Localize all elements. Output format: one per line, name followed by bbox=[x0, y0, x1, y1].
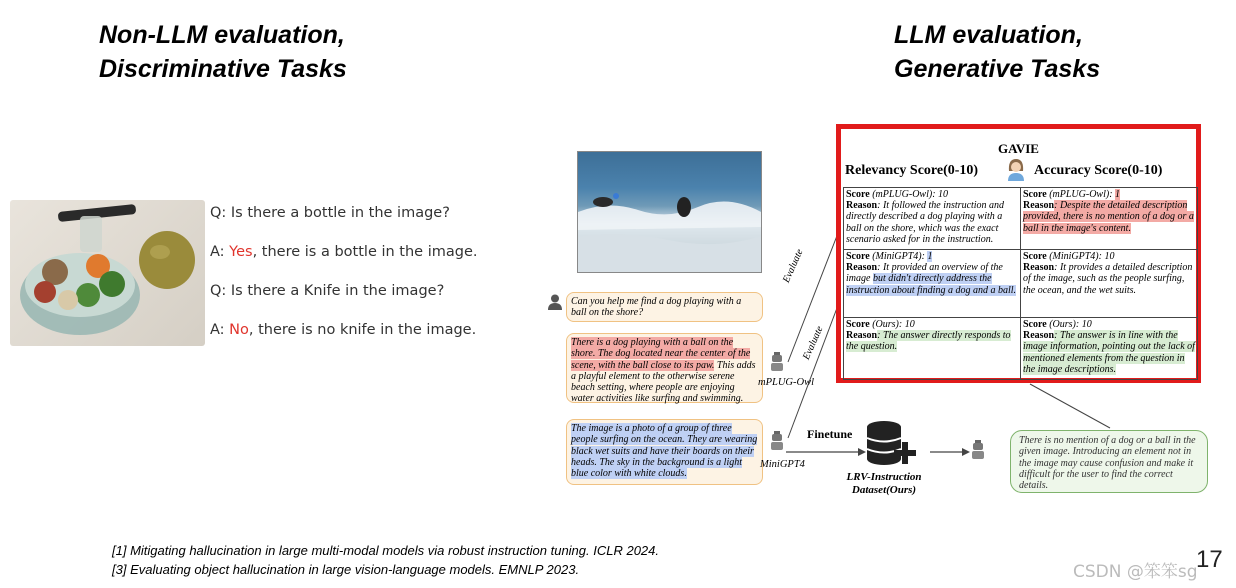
gavie-row-mplug bbox=[844, 188, 1198, 250]
reason-text: : The answer is in line with the image information, pointing out the lack of mentioned elements from the question in the image descriptions. bbox=[1023, 330, 1195, 375]
reason-label: Reason bbox=[846, 262, 878, 274]
left-title-line1: Non-LLM evaluation, bbox=[99, 21, 345, 49]
person-icon bbox=[1007, 157, 1025, 181]
prompt-bubble: Can you help me find a dog playing with a ball on the shore? bbox=[566, 292, 763, 322]
score-label: Score bbox=[1023, 319, 1050, 330]
evaluate-label-2: Evaluate bbox=[801, 324, 826, 362]
gavie-row-ours bbox=[844, 318, 1198, 380]
score-value: 10 bbox=[904, 319, 915, 330]
minigpt-label: MiniGPT4 bbox=[760, 459, 805, 470]
dataset-label-line1: LRV-Instruction bbox=[846, 471, 922, 483]
score-label: Score bbox=[846, 189, 873, 200]
reason-label: Reason bbox=[1023, 200, 1055, 212]
watermark: CSDN @笨笨sg bbox=[1073, 562, 1198, 582]
qa-answer-2-no: No bbox=[229, 322, 249, 338]
gavie-panel bbox=[836, 124, 1201, 383]
qa-answer-2-rest: , there is no knife in the image. bbox=[248, 322, 477, 338]
left-title-line2: Discriminative Tasks bbox=[99, 55, 347, 83]
score-model: (Ours): bbox=[872, 319, 905, 330]
gavie-row-minigpt bbox=[844, 250, 1198, 318]
score-value: 1 bbox=[1115, 189, 1121, 200]
reason-text: : Despite the detailed description provided, there is no mention of a dog or a ball in the image's content. bbox=[1023, 200, 1194, 234]
score-model: (mPLUG-Owl): bbox=[1049, 189, 1116, 200]
page-number: 17 bbox=[1196, 546, 1223, 573]
output-bubble: There is no mention of a dog or a ball in the given image. Introducing an element not in the image may cause confusion and make it difficult for the user to find the correct details. bbox=[1010, 430, 1208, 493]
mplug-response-hallucination: There is a dog playing with a ball on the shore. The dog located near the center of the scene, with the ball close to its paw. bbox=[571, 337, 751, 371]
reason-text-highlight: but didn't directly address the instruction about finding a dog and a ball. bbox=[846, 273, 1017, 296]
evaluate-label-1: Evaluate bbox=[781, 247, 806, 285]
gavie-cell-accuracy-mplug bbox=[1021, 188, 1198, 250]
score-label: Score bbox=[846, 319, 873, 330]
score-value: 10 bbox=[1104, 251, 1115, 262]
score-value: 1 bbox=[927, 251, 933, 262]
finetune-label: Finetune bbox=[807, 427, 853, 441]
footnotes bbox=[112, 541, 659, 579]
qa-answer-1-rest: , there is a bottle in the image. bbox=[252, 244, 478, 260]
reason-text: : It followed the instruction and directly described a dog playing with a ball on the shore, which was the exact scenario asked for in the instruction. bbox=[846, 200, 1005, 245]
score-value: 10 bbox=[938, 189, 949, 200]
relevancy-header: Relevancy Score(0-10) bbox=[845, 163, 979, 178]
qa-answer-1-prefix: A: bbox=[210, 244, 230, 260]
qa-answer-1-yes: Yes bbox=[229, 244, 253, 260]
qa-question-2: Q: Is there a Knife in the image? bbox=[210, 283, 445, 299]
accuracy-header: Accuracy Score(0-10) bbox=[1034, 163, 1163, 178]
reason-text: : It provides a detailed description of the image, such as the people surfing, the ocean, and the wet suits. bbox=[1023, 262, 1193, 296]
score-label: Score bbox=[1023, 189, 1050, 200]
gavie-cell-accuracy-ours bbox=[1021, 318, 1198, 380]
score-model: (MiniGPT4): bbox=[1049, 251, 1105, 262]
gavie-cell-accuracy-minigpt bbox=[1021, 250, 1198, 318]
right-title-line1: LLM evaluation, bbox=[894, 21, 1083, 49]
reason-text: : It provided an overview of the image bbox=[846, 262, 1003, 285]
dataset-label-line2: Dataset(Ours) bbox=[851, 484, 917, 496]
footnote-ref3: [3] Evaluating object hallucination in large vision-language models. EMNLP 2023. bbox=[112, 562, 580, 577]
reason-label: Reason bbox=[846, 200, 878, 212]
right-title-line2: Generative Tasks bbox=[894, 55, 1101, 83]
minigpt-response-text: The image is a photo of a group of three people surfing on the ocean. They are wearing black wet suits and have their boards on their heads. The sky in the background is a light blue color with white clouds. bbox=[571, 423, 758, 480]
score-model: (mPLUG-Owl): bbox=[872, 189, 939, 200]
robot-icon-ours bbox=[970, 440, 986, 460]
reason-label: Reason bbox=[846, 330, 878, 342]
score-model: (MiniGPT4): bbox=[872, 251, 928, 262]
reason-label: Reason bbox=[1023, 330, 1055, 342]
dataset-label bbox=[834, 471, 934, 497]
score-model: (Ours): bbox=[1049, 319, 1082, 330]
gavie-cell-relevancy-mplug bbox=[844, 188, 1021, 250]
gavie-title: GAVIE bbox=[998, 141, 1039, 156]
reason-text: : The answer directly responds to the question. bbox=[846, 330, 1011, 353]
gavie-cell-relevancy-ours bbox=[844, 318, 1021, 380]
database-plus-icon bbox=[864, 420, 920, 470]
mplug-response-rest: This adds a playful element to the otherwise serene beach setting, where people are enjoying water activities like surfing and swimming. bbox=[571, 359, 756, 405]
footnote-ref1: [1] Mitigating hallucination in large multi-modal models via robust instruction tuning. ICLR 2024. bbox=[112, 543, 660, 558]
gavie-table bbox=[843, 187, 1198, 380]
score-value: 10 bbox=[1081, 319, 1092, 330]
mplug-label: mPLUG-Owl bbox=[758, 377, 815, 388]
qa-answer-2-prefix: A: bbox=[210, 322, 230, 338]
score-label: Score bbox=[846, 251, 873, 262]
reason-label: Reason bbox=[1023, 262, 1055, 274]
gavie-cell-relevancy-minigpt bbox=[844, 250, 1021, 318]
score-label: Score bbox=[1023, 251, 1050, 262]
qa-question-1: Q: Is there a bottle in the image? bbox=[210, 205, 450, 221]
